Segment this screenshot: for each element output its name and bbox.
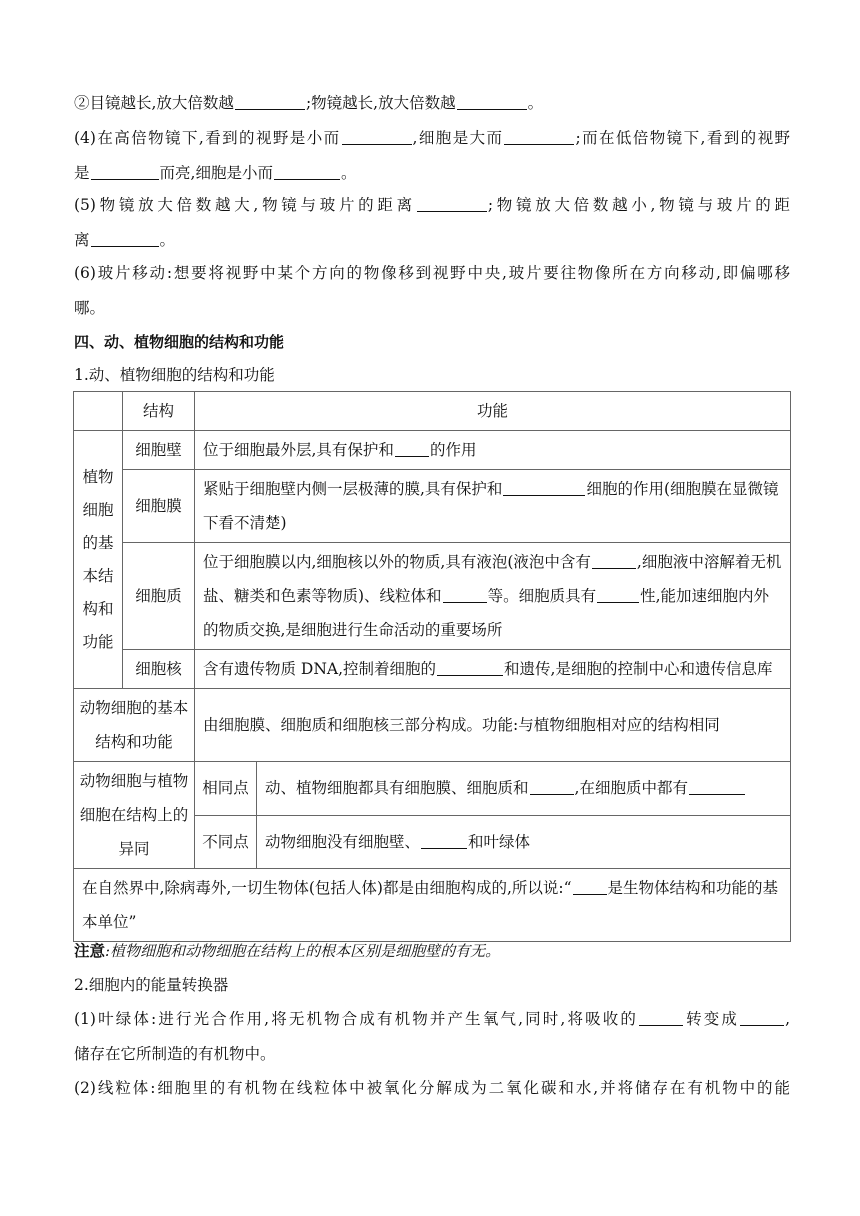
text: 和遗传,是细胞的控制中心和遗传信息库 (504, 660, 773, 678)
paragraph-objective-distance-line1 (74, 188, 790, 223)
note-paragraph (74, 934, 790, 969)
answer-blank[interactable] (443, 586, 487, 603)
answer-blank[interactable] (395, 440, 429, 457)
text: 含有遗传物质 DNA,控制着细胞的 (203, 660, 437, 678)
function-cell (195, 431, 791, 470)
table-row (74, 543, 791, 650)
subsection-title: 2.细胞内的能量转换器 (74, 976, 229, 994)
text: 。 (340, 164, 357, 182)
text: ;而在低倍物镜下,看到的视野 (575, 129, 790, 147)
section-heading: 四、动、植物细胞的结构和功能 (74, 333, 285, 351)
function-cell (195, 650, 791, 689)
text: 等。细胞质具有 (487, 587, 597, 605)
paragraph-high-low-power-line1 (74, 121, 790, 156)
subsection-title: 1.动、植物细胞的结构和功能 (74, 366, 275, 384)
table-row (74, 431, 791, 470)
text: 位于细胞膜以内,细胞核以外的物质,具有液泡(液泡中含有 (203, 553, 591, 571)
answer-blank[interactable] (740, 1009, 784, 1026)
table-row (74, 762, 791, 816)
text: ;物镜放大倍数越小,物镜与玻片的距 (487, 196, 791, 214)
paragraph-mitochondria: (2)线粒体:细胞里的有机物在线粒体中被氧化分解成为二氧化碳和水,并将储存在有机物中的能 (74, 1079, 790, 1097)
text: 。 (159, 231, 176, 249)
paragraph-high-low-power-line2 (74, 156, 790, 191)
text: ,在细胞质中都有 (574, 779, 688, 798)
text: ,细胞是大而 (412, 129, 504, 147)
text: 转变成 (684, 1010, 740, 1028)
text: (6)玻片移动:想要将视野中某个方向的物像移到视野中央,玻片要往物像所在方向移动,即偏哪移 (74, 264, 790, 282)
structure-name: 细胞质 (123, 543, 195, 650)
text: ;物镜越长,放大倍数越 (305, 94, 456, 112)
answer-blank[interactable] (91, 230, 159, 247)
text: ②目镜越长,放大倍数越 (74, 94, 234, 112)
paragraph-objective-distance-line2 (74, 223, 790, 258)
answer-blank[interactable] (639, 1009, 683, 1026)
structure-name: 细胞膜 (123, 470, 195, 543)
corner-cell (74, 392, 123, 431)
structure-name: 细胞核 (123, 650, 195, 689)
text: 位于细胞最外层,具有保护和 (203, 441, 394, 459)
text: ,细胞液中溶解着无机盐、糖类和色素等物质)、线粒体和 (203, 553, 782, 605)
function-cell (257, 762, 791, 816)
paragraph-chloroplast-line1 (74, 1002, 790, 1037)
same-label: 相同点 (195, 762, 257, 816)
text: 和叶绿体 (468, 832, 531, 851)
answer-blank[interactable] (504, 128, 574, 145)
answer-blank[interactable] (417, 195, 487, 212)
animal-cell-label: 动物细胞的基本结构和功能 (74, 689, 195, 762)
answer-blank[interactable] (530, 778, 574, 795)
text: 的作用 (429, 441, 477, 459)
answer-blank[interactable] (342, 128, 412, 145)
cell-structure-table (73, 391, 791, 942)
table-row (74, 470, 791, 543)
text: 哪。 (74, 299, 106, 317)
table-row (74, 689, 791, 762)
paragraph-slide-move-line2 (74, 291, 790, 326)
function-cell (195, 470, 791, 543)
answer-blank[interactable] (689, 778, 745, 795)
answer-blank[interactable] (597, 586, 639, 603)
text: 是生物体结构和功能的基本单位” (82, 879, 779, 931)
text: 离 (74, 231, 90, 249)
table-header-row (74, 392, 791, 431)
plant-cell-label: 植物细胞的基本结构和功能 (74, 431, 123, 689)
answer-blank[interactable] (592, 552, 636, 569)
text: (4)在高倍物镜下,看到的视野是小而 (74, 129, 341, 147)
table-row (74, 869, 791, 942)
function-cell (257, 815, 791, 869)
text: 紧贴于细胞壁内侧一层极薄的膜,具有保护和 (203, 480, 503, 498)
text: (5)物镜放大倍数越大,物镜与玻片的距离 (74, 196, 416, 214)
header-function: 功能 (195, 392, 791, 431)
text: 是 (74, 164, 90, 182)
answer-blank[interactable] (457, 93, 527, 110)
answer-blank[interactable] (274, 163, 340, 180)
answer-blank[interactable] (503, 479, 585, 496)
paragraph-slide-move-line1 (74, 256, 790, 291)
answer-blank[interactable] (573, 878, 607, 895)
structure-name: 细胞壁 (123, 431, 195, 470)
paragraph-chloroplast-line2: 储存在它所制造的有机物中。 (74, 1045, 276, 1063)
answer-blank[interactable] (421, 831, 467, 848)
text: 动、植物细胞都具有细胞膜、细胞质和 (265, 779, 529, 798)
text: 动物细胞没有细胞壁、 (265, 832, 421, 851)
paragraph-eyepiece (74, 86, 790, 121)
text: (1)叶绿体:进行光合作用,将无机物合成有机物并产生氧气,同时,将吸收的 (74, 1010, 639, 1028)
answer-blank[interactable] (235, 93, 305, 110)
text: 在自然界中,除病毒外,一切生物体(包括人体)都是由细胞构成的,所以说:“ (82, 879, 572, 897)
answer-blank[interactable] (437, 659, 503, 676)
diff-label: 不同点 (195, 815, 257, 869)
table-row (74, 650, 791, 689)
function-cell (195, 543, 791, 650)
answer-blank[interactable] (91, 163, 159, 180)
note-text: :植物细胞和动物细胞在结构上的根本区别是细胞壁的有无。 (105, 942, 501, 960)
header-structure: 结构 (123, 392, 195, 431)
note-label: 注意 (74, 942, 106, 960)
text: 性,能加速细胞内外的物质交换,是细胞进行生命活动的重要场所 (203, 587, 770, 639)
footer-cell (74, 869, 791, 942)
text: 而亮,细胞是小而 (159, 164, 273, 182)
text: , (785, 1010, 790, 1028)
function-cell: 由细胞膜、细胞质和细胞核三部分构成。功能:与植物细胞相对应的结构相同 (195, 689, 791, 762)
text: 。 (527, 94, 544, 112)
comparison-label: 动物细胞与植物细胞在结构上的异同 (74, 762, 195, 869)
text: 细胞的作用(细胞膜在显微镜下看不清楚) (203, 480, 779, 532)
